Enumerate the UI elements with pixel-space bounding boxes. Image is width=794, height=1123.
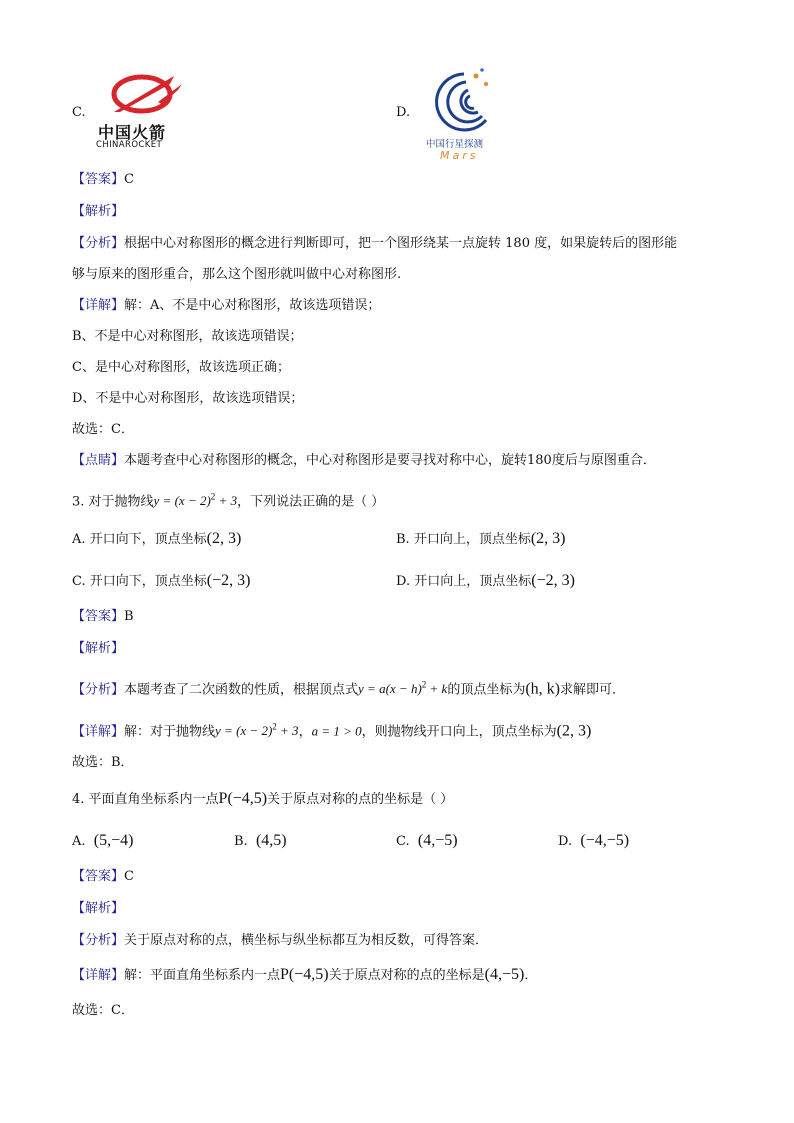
q3-detail-equation: $y = (x - 2)^2 + 3$	[215, 722, 299, 739]
answer-value: B	[124, 609, 134, 624]
q4-jiexi: 【解析】	[72, 901, 125, 916]
option-d-label: D.	[396, 105, 411, 120]
detail-tag: 【详解】	[72, 298, 125, 313]
note-tag: 【点睛】	[72, 453, 125, 468]
vertex-form-equation: $y = a(x - h)^2 + k$	[358, 680, 448, 697]
china-mars-logo-en: Mars	[440, 149, 479, 162]
q2-choose: 故选：C．	[72, 422, 134, 437]
q2-note	[72, 452, 656, 470]
q4-detail: 【详解】解：平面直角坐标系内一点P(−4,5)关于原点对称的点的坐标是(4,−5)．	[72, 966, 538, 983]
analysis-tag: 【分析】	[72, 682, 125, 698]
q3-option-a: A. 开口向下，顶点坐标(2, 3)	[72, 530, 242, 547]
q4-option-d: D. (−4,−5)	[558, 832, 630, 849]
mars-orbit-emblem-icon	[424, 66, 504, 132]
q3-stem-prefix: 3. 对于抛物线	[72, 494, 154, 510]
answer-value: C	[124, 869, 134, 884]
q3-analysis: 【分析】本题考查了二次函数的性质，根据顶点式$y = a(x - h)^2 + k$的顶点坐标为(h, k)求解即可．	[72, 680, 626, 698]
q2-detail-line2: B、不是中心对称图形，故该选项错误；	[72, 329, 303, 344]
q3-option-b: B. 开口向上，顶点坐标(2, 3)	[396, 530, 566, 547]
q3-stem	[72, 488, 384, 511]
q4-point: P(−4,5)	[218, 790, 268, 807]
q2-analysis-line2: 够与原来的图形重合，那么这个图形就叫做中心对称图形.	[72, 267, 402, 282]
q4-choose: 故选：C．	[72, 1003, 134, 1018]
detail-tag: 【详解】	[72, 968, 125, 983]
china-rocket-logo-cn: 中国火箭	[98, 123, 167, 142]
analysis-tag: 【分析】	[72, 236, 125, 251]
detail-tag: 【详解】	[72, 724, 125, 740]
q3-answer	[72, 608, 134, 626]
analysis-tag: 【分析】	[72, 933, 125, 948]
q3-stem-suffix: ，下列说法正确的是（ ）	[237, 494, 385, 510]
q2-answer	[72, 171, 134, 189]
china-rocket-logo-en: CHINAROCKET	[96, 140, 163, 150]
q2-detail-line4: D、不是中心对称图形，故该选项错误；	[72, 391, 304, 406]
q3-stem-equation: $y = (x - 2)^2 + 3$	[153, 492, 238, 509]
note-text: 本题考查中心对称图形的概念，中心对称图形是要寻找对称中心，旋转180度后与原图重合．	[124, 453, 656, 468]
analysis-text: 根据中心对称图形的概念进行判断即可，把一个图形绕某一点旋转 180 度，如果旋转后的图形能	[124, 236, 678, 251]
q3-choose: 故选：B．	[72, 755, 134, 770]
q3-detail: 【详解】解：对于抛物线$y = (x - 2)^2 + 3$，a = 1 > 0，则抛物线开口向上，顶点坐标为(2, 3)	[72, 722, 592, 740]
q3-jiexi: 【解析】	[72, 641, 125, 656]
detail-text: 解：A、不是中心对称图形，故该选项错误；	[124, 298, 381, 313]
china-rocket-logo	[96, 72, 188, 154]
q3-option-d: D. 开口向上，顶点坐标(−2, 3)	[396, 572, 575, 589]
q2-detail-line3: C、是中心对称图形，故该选项正确；	[72, 360, 290, 375]
q4-stem: 4. 平面直角坐标系内一点P(−4,5)关于原点对称的点的坐标是（ ）	[72, 790, 454, 807]
q4-option-b: B. (4,5)	[234, 832, 287, 849]
option-c-label: C.	[72, 105, 86, 120]
answer-value: C	[124, 172, 134, 187]
china-mars-logo	[424, 66, 504, 162]
q2-detail-line1	[72, 297, 380, 315]
q4-option-c: C. (4,−5)	[396, 832, 458, 849]
q4-analysis: 【分析】关于原点对称的点，横坐标与纵坐标都互为相反数，可得答案．	[72, 933, 489, 948]
answer-tag: 【答案】	[72, 172, 125, 187]
answer-tag: 【答案】	[72, 869, 125, 884]
q3-option-c: C. 开口向下，顶点坐标(−2, 3)	[72, 572, 251, 589]
answer-tag: 【答案】	[72, 609, 125, 624]
q2-jiexi: 【解析】	[72, 204, 125, 219]
q4-option-a: A. (5,−4)	[72, 832, 134, 849]
china-mars-logo-cn: 中国行星探测	[426, 139, 484, 150]
q4-answer	[72, 868, 134, 886]
q2-analysis-line1	[72, 235, 677, 253]
